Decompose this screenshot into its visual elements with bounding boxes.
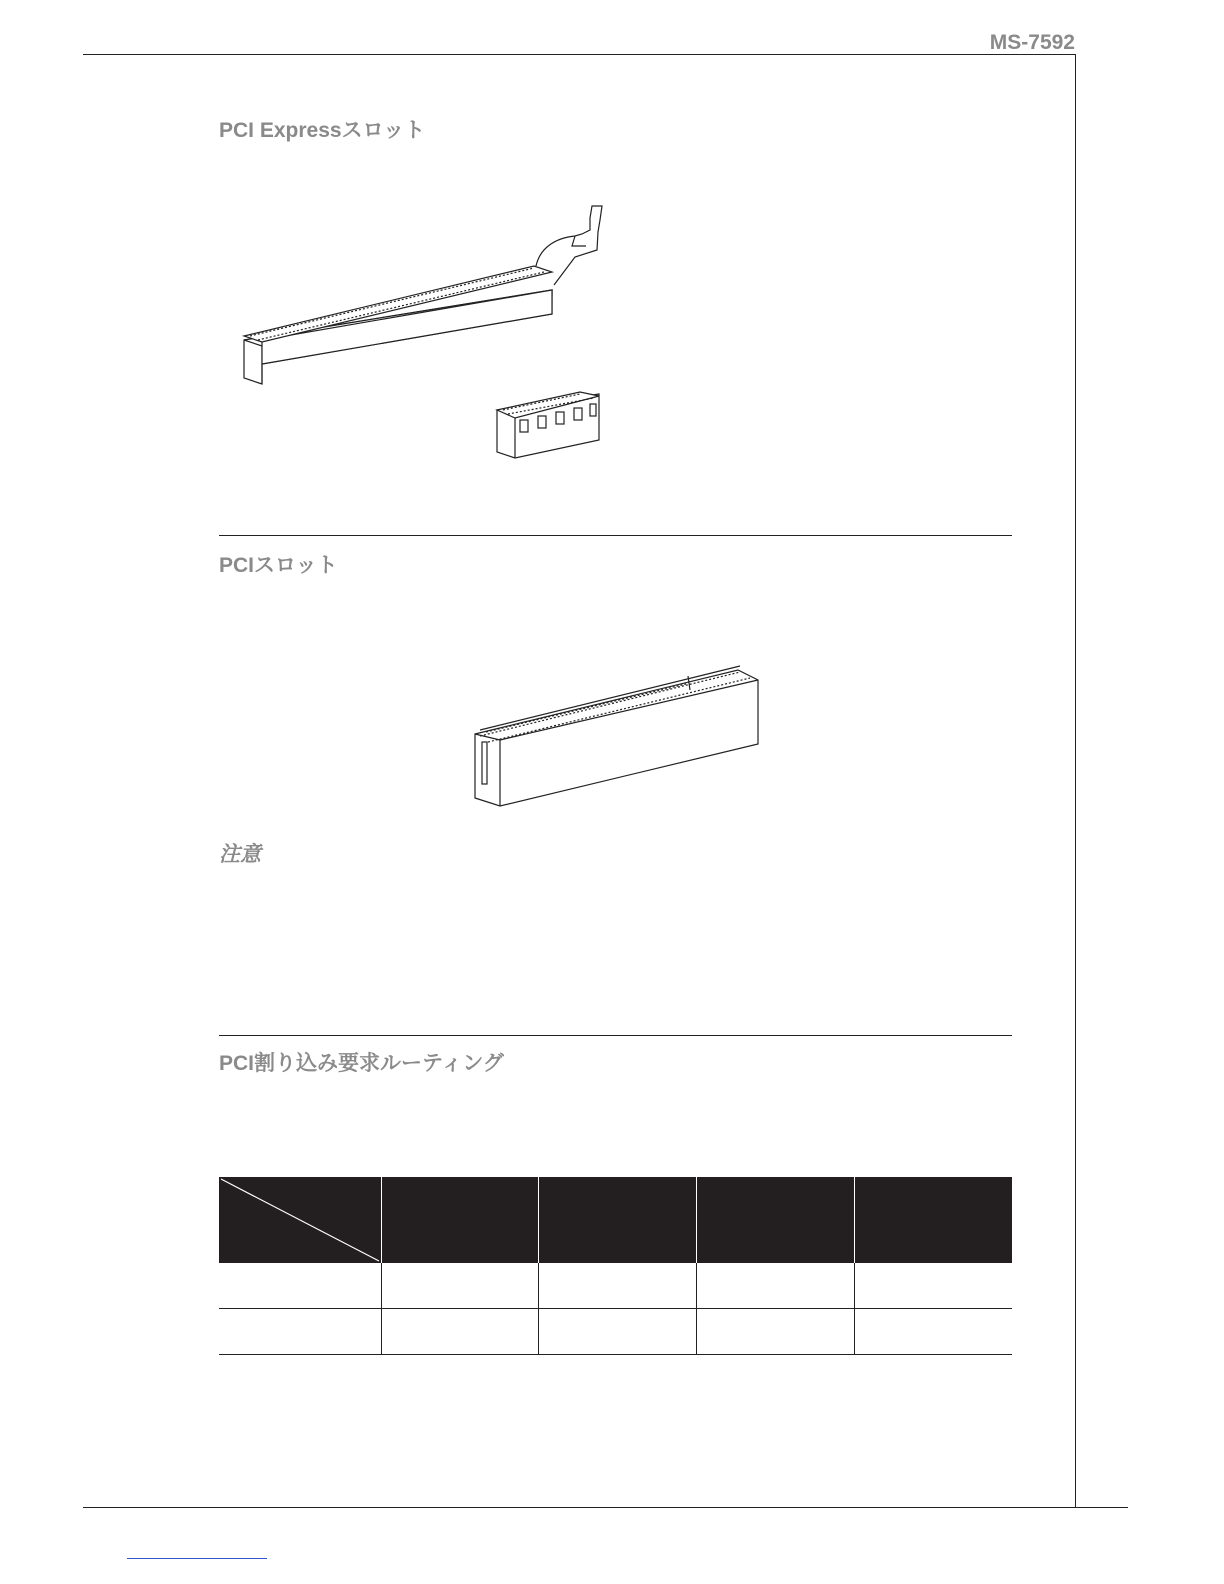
table-cell [381,1263,539,1309]
table-header-cell [539,1177,697,1263]
table-row [219,1309,1012,1355]
table-cell [855,1263,1012,1309]
note-heading: 注意 [219,843,261,866]
table-cell [855,1309,1012,1355]
table-row [219,1263,1012,1309]
section-rule-2 [219,1035,1012,1036]
model-number: MS-7592 [989,31,1075,54]
pcie-slot-heading: PCI Expressスロット [219,119,426,142]
table-cell [219,1309,381,1355]
table-header-row [219,1177,1012,1263]
footer-rule [83,1507,1128,1508]
irq-routing-heading: PCI割り込み要求ルーティング [219,1052,504,1075]
irq-routing-table [219,1177,1012,1355]
table-header-cell [696,1177,855,1263]
table-cell [539,1309,697,1355]
table-header-cell [855,1177,1012,1263]
footer-link-underline[interactable] [127,1558,267,1559]
table-cell [381,1309,539,1355]
table-cell [696,1263,855,1309]
pci-slot-heading: PCIスロット [219,554,338,577]
table-header-cell [381,1177,539,1263]
table-corner-cell [219,1177,381,1263]
table-cell [696,1309,855,1355]
table-cell [539,1263,697,1309]
table-cell [219,1263,381,1309]
diagonal-divider [219,1177,381,1263]
